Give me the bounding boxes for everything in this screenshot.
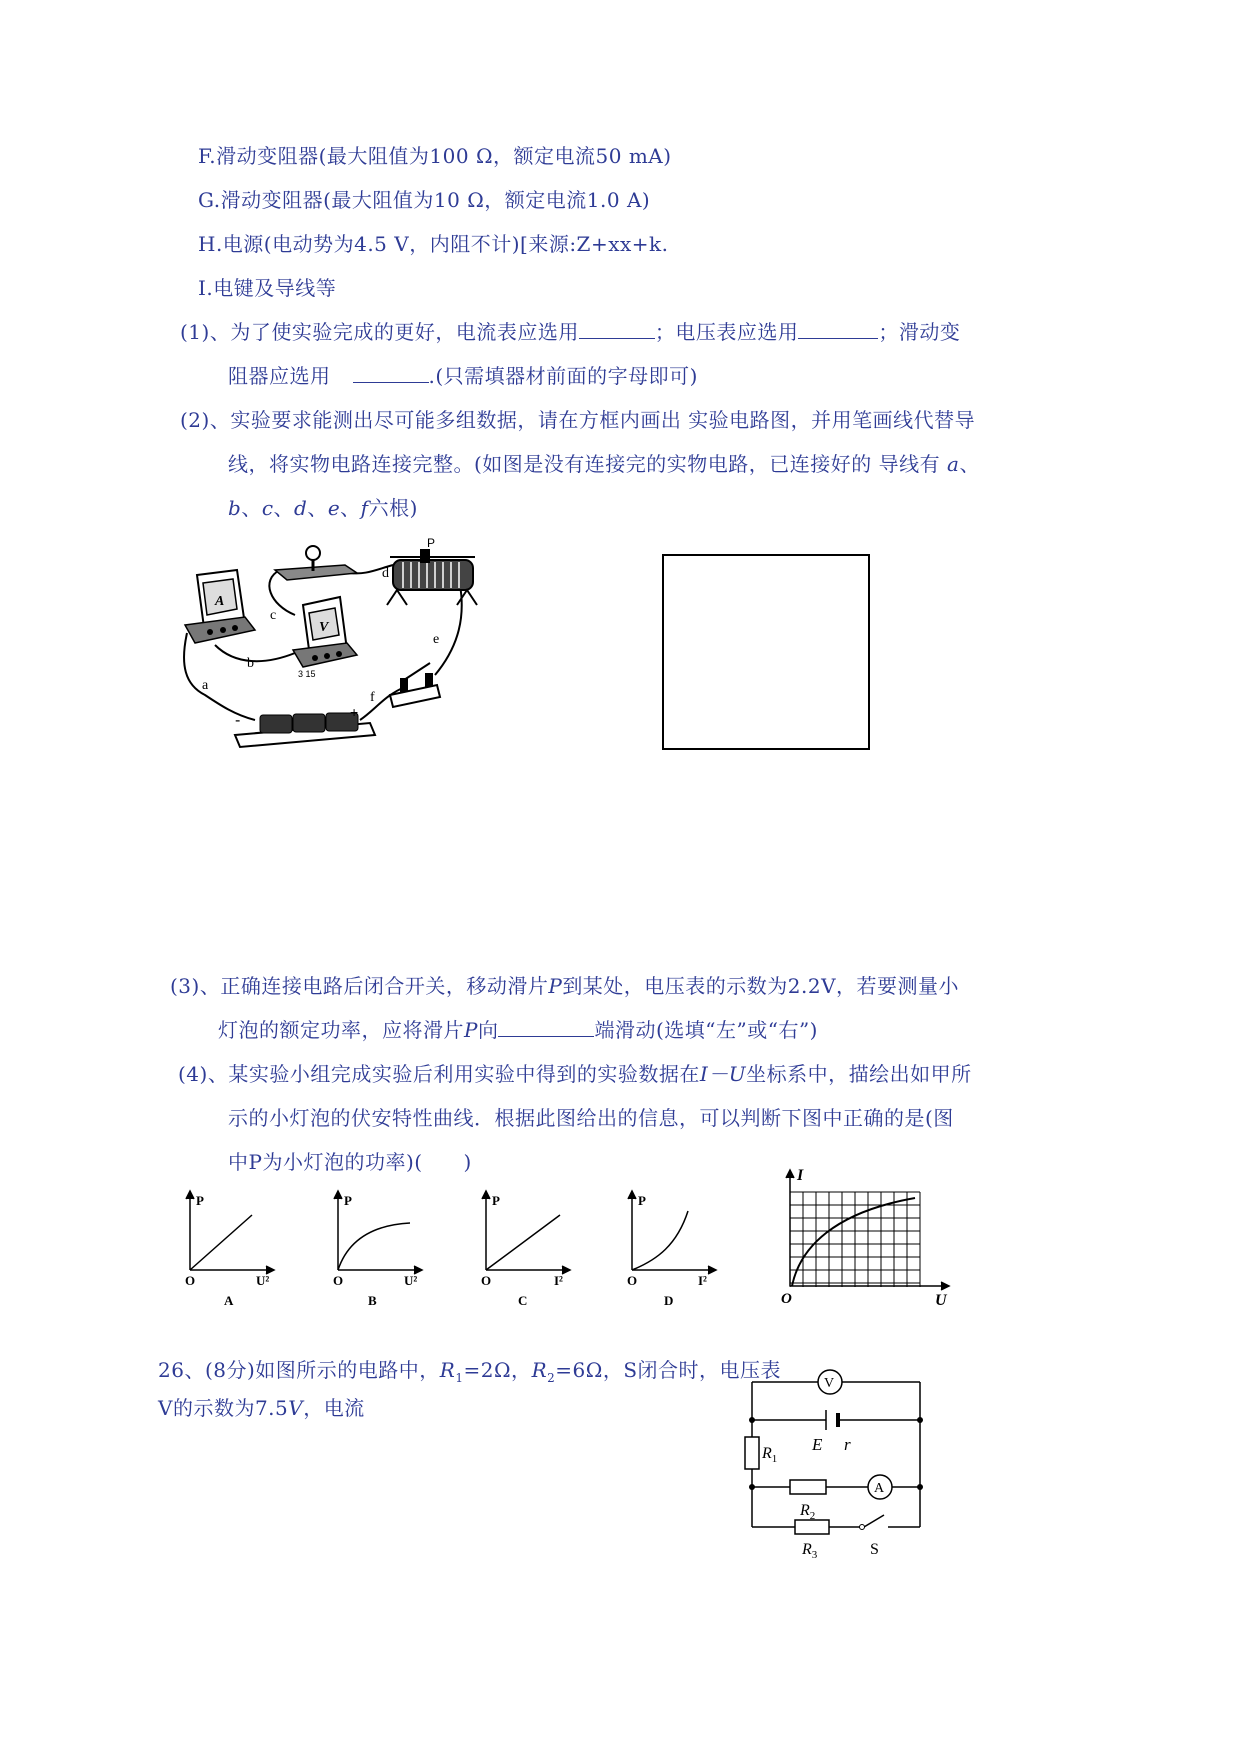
voltmeter-device xyxy=(293,597,357,679)
q1-text-b: ；电压表应选用 xyxy=(654,320,799,344)
iu-grid xyxy=(790,1192,920,1287)
circuit-switch-label: S xyxy=(870,1541,879,1558)
circuit-r2-label: $R_2$ xyxy=(800,1502,816,1522)
wire-var-b: b xyxy=(228,496,242,520)
rheostat-device xyxy=(387,536,477,605)
q4-line2: 示的小灯泡的伏安特性曲线．根据此图给出的信息，可以判断下图中正确的是(图 xyxy=(228,1106,954,1130)
material-G: G.滑动变阻器(最大阻值为10 Ω，额定电流1.0 A) xyxy=(198,188,651,212)
ammeter-device xyxy=(185,570,255,643)
wire-var-f: f xyxy=(360,496,369,520)
q26-text-b: V的示数为7.5 xyxy=(158,1396,289,1420)
option-c-y-label: P xyxy=(492,1193,500,1208)
q1-text-c: ；滑动变 xyxy=(878,320,961,344)
lamp-holder xyxy=(275,546,357,580)
circuit-drawing-box[interactable] xyxy=(662,554,870,750)
wire-b xyxy=(215,645,295,661)
option-graph-a[interactable] xyxy=(180,1185,290,1310)
q3-line1 xyxy=(170,972,959,1000)
iu-graph xyxy=(775,1162,955,1312)
direction-answer-blank[interactable] xyxy=(498,1016,594,1037)
wire-label-d: d xyxy=(382,566,389,581)
option-b-y-label: P xyxy=(344,1193,352,1208)
option-a-curve xyxy=(190,1215,252,1270)
q1-text-a: (1)、为了使实验完成的更好，电流表应选用 xyxy=(180,320,579,344)
q4-line3: 中P为小灯泡的功率)( ) xyxy=(228,1150,472,1174)
wire-label-b: b xyxy=(247,656,254,671)
circuit-r-label: r xyxy=(844,1435,851,1454)
circuit-r2 xyxy=(790,1480,826,1494)
q26-text-a: 26、(8分)如图所示的电路中， xyxy=(158,1358,440,1382)
option-c-x-label: I² xyxy=(554,1273,563,1288)
option-graph-c[interactable] xyxy=(476,1185,586,1310)
q2-line2 xyxy=(228,450,980,478)
q26-r2-sub: 2 xyxy=(547,1371,556,1385)
material-H: H.电源(电动势为4.5 V，内阻不计)[来源:Z+xx+k. xyxy=(198,232,669,256)
q26-line1 xyxy=(158,1356,781,1392)
q1-line1 xyxy=(180,318,960,346)
material-F: F.滑动变阻器(最大阻值为100 Ω，额定电流50 mA) xyxy=(198,144,672,168)
option-d-y-label: P xyxy=(638,1193,646,1208)
wire-var-c: c xyxy=(261,496,274,520)
voltmeter-answer-blank[interactable] xyxy=(798,318,878,339)
option-graph-b[interactable] xyxy=(328,1185,438,1310)
circuit-ammeter-label: A xyxy=(874,1481,885,1496)
wire-var-a: a xyxy=(947,452,960,476)
q3-line2 xyxy=(218,1016,818,1044)
q26-var-v: V xyxy=(288,1396,304,1420)
q4-line1 xyxy=(178,1060,972,1088)
slider-label: P xyxy=(427,536,436,550)
circuit-r3-label: $R_3$ xyxy=(802,1541,818,1561)
q4-text-b: 坐标系中，描绘出如甲所 xyxy=(746,1062,972,1086)
option-c-curve xyxy=(486,1215,560,1270)
q26-eq2: =6Ω，S闭合时，电压表 xyxy=(555,1358,782,1382)
q3-text-b: 到某处，电压表的示数为2.2V，若要测量小 xyxy=(562,974,960,998)
option-a-letter: A xyxy=(224,1293,234,1308)
option-d-curve xyxy=(632,1211,688,1270)
q3-text-c: 灯泡的额定功率，应将滑片 xyxy=(218,1018,464,1042)
option-a-origin: O xyxy=(185,1273,196,1288)
q2-text-tail: 六根) xyxy=(368,496,418,520)
q2-text-a: 线，将实物电路连接完整。(如图是没有连接完的实物电路，已连接好的 导线有 xyxy=(228,452,941,476)
wire-label-c: c xyxy=(270,608,277,623)
circuit-switch xyxy=(864,1515,884,1527)
wire-var-e: e xyxy=(327,496,341,520)
wire-label-e: e xyxy=(433,632,440,647)
apparatus-figure xyxy=(175,535,495,765)
ammeter-answer-blank[interactable] xyxy=(579,318,655,339)
circuit-r3 xyxy=(795,1520,829,1534)
q26-line2 xyxy=(158,1394,365,1422)
option-b-letter: B xyxy=(368,1293,377,1308)
circuit-r1-label: $R_1$ xyxy=(762,1445,778,1465)
q3-text-d: 向 xyxy=(477,1018,499,1042)
iu-y-label: I xyxy=(797,1167,804,1184)
option-b-curve xyxy=(338,1223,410,1270)
wire-var-d: d xyxy=(294,496,308,520)
circuit-voltmeter-label: V xyxy=(824,1376,835,1391)
option-c-origin: O xyxy=(481,1273,492,1288)
voltmeter-label: V xyxy=(319,620,329,635)
option-d-letter: D xyxy=(664,1293,674,1308)
q4-text-a: (4)、某实验小组完成实验后利用实验中得到的实验数据在 xyxy=(178,1062,700,1086)
q3-text-e: 端滑动(选填“左”或“右”) xyxy=(594,1018,818,1042)
option-d-origin: O xyxy=(627,1273,638,1288)
q26-r1-sub: 1 xyxy=(455,1371,464,1385)
battery-minus-label: - xyxy=(235,712,241,729)
rheostat-answer-blank[interactable] xyxy=(353,362,429,383)
q26-text-c: ，电流 xyxy=(303,1396,365,1420)
iu-origin: O xyxy=(781,1291,792,1307)
material-I: I.电键及导线等 xyxy=(198,276,337,300)
wire-label-a: a xyxy=(202,678,209,693)
q2-text-b: 、 xyxy=(959,452,980,476)
circuit-battery xyxy=(826,1410,838,1430)
q2-line3: b、c、d、e、f六根) xyxy=(228,496,418,520)
circuit-emf-label: E xyxy=(812,1435,823,1454)
ammeter-label: A xyxy=(215,594,225,609)
battery-device xyxy=(235,704,375,747)
q3-var-p1: P xyxy=(548,974,563,998)
option-b-origin: O xyxy=(333,1273,344,1288)
q3-text-a: (3)、正确连接电路后闭合开关，移动滑片 xyxy=(170,974,549,998)
q26-eq1: =2Ω， xyxy=(463,1358,532,1382)
option-graph-d[interactable] xyxy=(622,1185,732,1310)
wire-a xyxy=(184,633,255,720)
q2-line1: (2)、实验要求能测出尽可能多组数据，请在方框内画出 实验电路图，并用笔画线代替导 xyxy=(180,408,976,432)
q1-text-e: .(只需填器材前面的字母即可) xyxy=(428,364,698,388)
wire-e xyxy=(435,585,462,675)
battery-plus-label: + xyxy=(350,704,359,720)
q1-text-d: 阻器应选用 xyxy=(228,364,331,388)
q4-var-iu: I－U xyxy=(699,1062,747,1086)
option-a-y-label: P xyxy=(196,1193,204,1208)
option-a-x-label: U² xyxy=(256,1273,270,1288)
circuit-diagram xyxy=(740,1362,940,1562)
iu-x-label: U xyxy=(935,1292,947,1309)
voltmeter-terminals: 3 15 xyxy=(298,669,316,679)
q26-r1: R xyxy=(439,1358,456,1382)
option-b-x-label: U² xyxy=(404,1273,418,1288)
q26-r2: R xyxy=(531,1358,548,1382)
switch-device xyxy=(390,663,440,707)
wire-label-f: f xyxy=(370,690,375,705)
q3-var-p2: P xyxy=(464,1018,478,1042)
option-d-x-label: I² xyxy=(698,1273,707,1288)
option-c-letter: C xyxy=(518,1293,528,1308)
circuit-r1 xyxy=(745,1437,759,1469)
q1-line2 xyxy=(228,362,698,390)
iu-curve xyxy=(792,1198,915,1286)
